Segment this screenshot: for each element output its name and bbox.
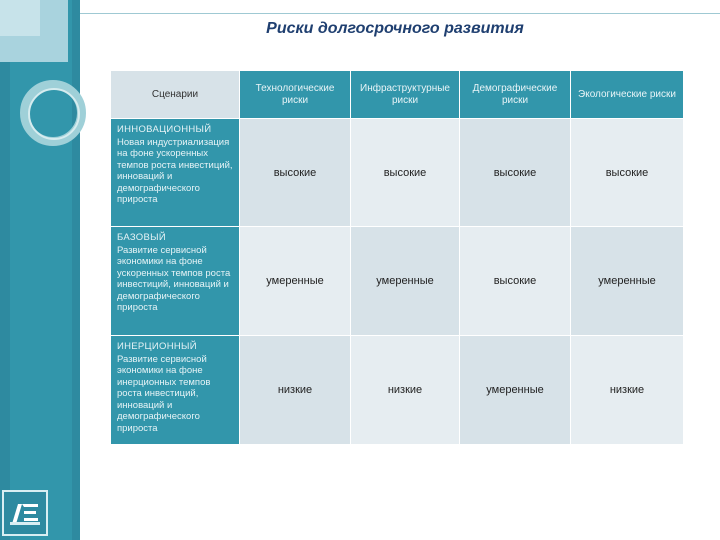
scenario-description: Новая индустриализация на фоне ускоренных темпов роста инвестиций, инноваций и демографического прироста [117,136,233,205]
table-cell: высокие [351,119,460,227]
table-cell: умеренные [240,227,351,336]
header-tech-risks: Технологические риски [240,71,351,119]
table-cell: низкие [571,336,684,445]
row-head-base [111,227,240,336]
table-cell: высокие [571,119,684,227]
table-cell: высокие [460,227,571,336]
top-rule [80,13,720,14]
ring-inner-decoration [28,88,80,140]
header-scenarios: Сценарии [111,71,240,119]
header-infra-risks: Инфраструктурные риски [351,71,460,119]
scenario-name: БАЗОВЫЙ [117,232,166,243]
scenario-description: Развитие сервисной экономики на фоне ускоренных темпов роста инвестиций, инноваций и демографического прироста [117,244,231,313]
risk-table [111,71,684,445]
logo-icon [2,490,48,536]
header-eco-risks: Экологические риски [571,71,684,119]
header-demo-risks: Демографические риски [460,71,571,119]
table-cell: высокие [240,119,351,227]
row-head-inertial [111,336,240,445]
row-head-innovative [111,119,240,227]
scenario-name: ИННОВАЦИОННЫЙ [117,124,212,135]
table-cell: высокие [460,119,571,227]
table-cell: умеренные [351,227,460,336]
table-cell: низкие [240,336,351,445]
scenario-name: ИНЕРЦИОННЫЙ [117,341,197,352]
slide-title: Риски долгосрочного развития [266,20,524,37]
table-cell: умеренные [460,336,571,445]
table-cell: низкие [351,336,460,445]
table-cell: умеренные [571,227,684,336]
scenario-description: Развитие сервисной экономики на фоне инерционных темпов роста инвестиций, инноваций и демографического прироста [117,353,211,434]
